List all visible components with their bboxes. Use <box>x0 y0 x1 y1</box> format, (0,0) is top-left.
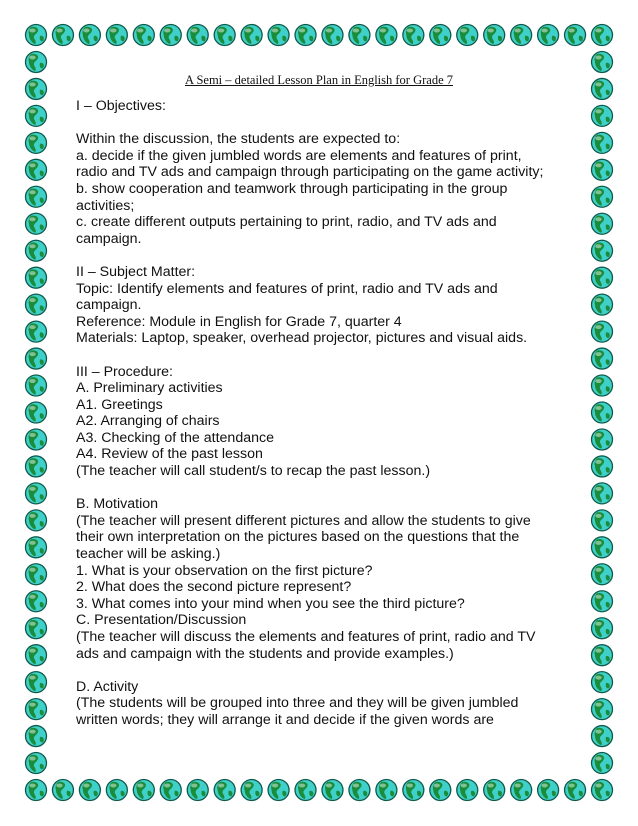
globe-icon <box>592 537 613 558</box>
globe-icon <box>106 780 127 801</box>
text-line: A1. Greetings <box>76 396 163 413</box>
text-line: B. Motivation <box>76 496 159 513</box>
globe-icon <box>79 780 100 801</box>
text-line: A3. Checking of the attendance <box>76 429 274 446</box>
paragraph-gap <box>76 247 566 264</box>
globe-icon <box>592 645 613 666</box>
text-line: D. Activity <box>76 678 139 695</box>
text-line: activities; <box>76 197 135 214</box>
globe-icon <box>538 25 559 46</box>
globe-icon <box>430 25 451 46</box>
paragraph-gap <box>76 115 566 132</box>
globe-icon <box>349 25 370 46</box>
text-line: Materials: Laptop, speaker, overhead projector, pictures and visual aids. <box>76 330 528 347</box>
globe-icon <box>26 132 47 153</box>
text-line: ads and campaign with the students and provide examples.) <box>76 645 454 662</box>
globe-icon <box>26 51 47 72</box>
globe-icon <box>26 726 47 747</box>
globe-icon <box>592 348 613 369</box>
globe-icon <box>484 780 505 801</box>
text-block <box>76 131 566 247</box>
text-line: b. show cooperation and teamwork through participating in the group <box>76 180 508 197</box>
globe-icon <box>26 483 47 504</box>
text-line: I – Objectives: <box>76 98 166 114</box>
globe-icon <box>79 25 100 46</box>
globe-icon <box>295 25 316 46</box>
globe-icon <box>592 132 613 153</box>
paragraph-gap <box>76 662 566 679</box>
globe-icon <box>538 780 559 801</box>
globe-icon <box>322 25 343 46</box>
globe-icon <box>565 780 586 801</box>
globe-icon <box>484 25 505 46</box>
globe-icon <box>26 402 47 423</box>
globe-icon <box>26 618 47 639</box>
globe-icon <box>26 537 47 558</box>
text-line: (The teacher will discuss the elements and features of print, radio and TV <box>76 629 536 645</box>
globe-icon <box>26 321 47 342</box>
globe-icon <box>592 267 613 288</box>
globe-icon <box>592 429 613 450</box>
globe-icon <box>26 25 47 46</box>
globe-icon <box>26 240 47 261</box>
globe-icon <box>592 618 613 639</box>
text-line: campaign. <box>76 297 142 314</box>
globe-icon <box>26 510 47 531</box>
globe-icon <box>592 213 613 234</box>
text-block <box>76 496 566 662</box>
text-line: Topic: Identify elements and features of print, radio and TV ads and <box>76 280 498 297</box>
globe-icon <box>187 780 208 801</box>
globe-icon <box>187 25 208 46</box>
globe-icon <box>26 672 47 693</box>
globe-icon <box>565 25 586 46</box>
globe-icon <box>241 780 262 801</box>
globe-icon <box>592 699 613 720</box>
globe-icon <box>133 780 154 801</box>
globe-icon <box>268 25 289 46</box>
globe-icon <box>26 591 47 612</box>
globe-icon <box>592 672 613 693</box>
text-line: campaign. <box>76 230 142 247</box>
globe-icon <box>26 159 47 180</box>
globe-icon <box>592 240 613 261</box>
text-line: (The teacher will present different pictures and allow the students to give <box>76 512 531 529</box>
globe-icon <box>26 186 47 207</box>
text-line: teacher will be asking.) <box>76 546 221 563</box>
globe-icon <box>295 780 316 801</box>
globe-icon <box>403 780 424 801</box>
globe-icon <box>214 25 235 46</box>
lesson-plan-body <box>76 98 566 729</box>
globe-icon <box>403 25 424 46</box>
text-line: (The teacher will call student/s to recap the past lesson.) <box>76 463 431 480</box>
globe-icon <box>241 25 262 46</box>
globe-icon <box>592 402 613 423</box>
globe-icon <box>160 780 181 801</box>
globe-icon <box>592 591 613 612</box>
text-line: II – Subject Matter: <box>76 263 196 280</box>
text-line: c. create different outputs pertaining to print, radio, and TV ads and <box>76 214 497 231</box>
text-line: A4. Review of the past lesson <box>76 446 263 463</box>
paragraph-gap <box>76 480 566 497</box>
globe-icon <box>592 510 613 531</box>
globe-icon <box>26 267 47 288</box>
text-line: a. decide if the given jumbled words are elements and features of print, <box>76 147 522 164</box>
text-block <box>76 679 566 729</box>
text-line: A2. Arranging of chairs <box>76 413 220 430</box>
text-line: Reference: Module in English for Grade 7, quarter 4 <box>76 313 402 330</box>
globe-icon <box>26 348 47 369</box>
globe-icon <box>349 780 370 801</box>
globe-icon <box>430 780 451 801</box>
paragraph-gap <box>76 347 566 364</box>
text-line: their own interpretation on the pictures based on the questions that the <box>76 529 520 546</box>
globe-icon <box>214 780 235 801</box>
globe-icon <box>26 699 47 720</box>
globe-icon <box>592 753 613 774</box>
globe-icon <box>52 780 73 801</box>
globe-icon <box>511 25 532 46</box>
globe-icon <box>26 375 47 396</box>
globe-icon <box>322 780 343 801</box>
text-line: written words; they will arrange it and decide if the given words are <box>76 711 494 728</box>
globe-icon <box>457 25 478 46</box>
globe-icon <box>592 564 613 585</box>
globe-icon <box>592 186 613 207</box>
text-block <box>76 364 566 480</box>
globe-icon <box>52 25 73 46</box>
globe-icon <box>133 25 154 46</box>
globe-icon <box>592 456 613 477</box>
globe-icon <box>26 645 47 666</box>
globe-icon <box>592 25 613 46</box>
globe-icon <box>26 105 47 126</box>
globe-icon <box>457 780 478 801</box>
text-line: C. Presentation/Discussion <box>76 612 247 629</box>
globe-icon <box>268 780 289 801</box>
page-title: A Semi – detailed Lesson Plan in English for Grade 7 <box>184 73 453 87</box>
text-line: (The students will be grouped into three and they will be given jumbled <box>76 695 519 712</box>
text-line: 1. What is your observation on the first picture? <box>76 562 373 579</box>
text-line: 2. What does the second picture represent? <box>76 579 352 596</box>
globe-icon <box>511 780 532 801</box>
globe-icon <box>26 429 47 450</box>
text-line: A. Preliminary activities <box>76 380 223 397</box>
globe-icon <box>592 105 613 126</box>
text-line: Within the discussion, the students are expected to: <box>76 131 401 148</box>
text-line: radio and TV ads and campaign through participating on the game activity; <box>76 164 544 181</box>
globe-icon <box>376 780 397 801</box>
globe-icon <box>26 294 47 315</box>
globe-icon <box>26 564 47 585</box>
globe-icon <box>592 780 613 801</box>
globe-icon <box>592 51 613 72</box>
globe-icon <box>26 780 47 801</box>
globe-icon <box>26 456 47 477</box>
globe-icon <box>592 321 613 342</box>
globe-icon <box>592 483 613 504</box>
globe-icon <box>376 25 397 46</box>
globe-icon <box>592 294 613 315</box>
globe-icon <box>160 25 181 46</box>
globe-icon <box>106 25 127 46</box>
text-block <box>76 98 566 115</box>
text-block <box>76 264 566 347</box>
globe-icon <box>592 375 613 396</box>
globe-icon <box>592 726 613 747</box>
globe-icon <box>26 213 47 234</box>
globe-icon <box>26 753 47 774</box>
text-line: 3. What comes into your mind when you see the third picture? <box>76 595 465 612</box>
globe-icon <box>592 159 613 180</box>
text-line: III – Procedure: <box>76 363 173 380</box>
